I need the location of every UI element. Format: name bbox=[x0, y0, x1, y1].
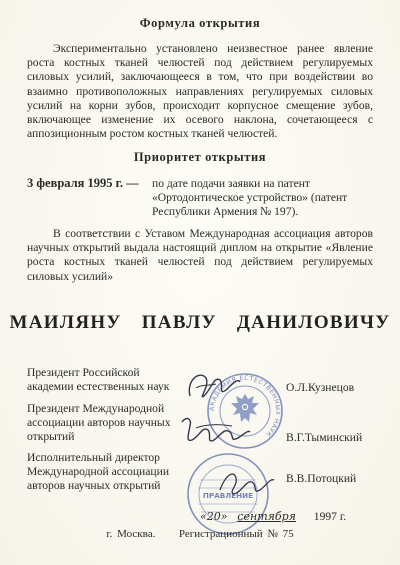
formula-text: Экспериментально установлено неизвестное ранее явление роста костных тканей челюстей под действием регулируемых силовых усилий, заключающееся в том, что при воздействии во взаимно противоположных направлениях регулируемых силовых усилий на корни зубов, происходит корпусное смещение зубов, включающее изменение их осевого наклона, сочетающееся с аппозиционным ростом костных тканей челюстей. bbox=[27, 42, 373, 141]
signature-2-icon bbox=[176, 412, 254, 452]
board-stamp-label: ПРАВЛЕНИЕ bbox=[202, 491, 254, 500]
academy-stamp-ring-text: АКАДЕМИЯ ЕСТЕСТВЕННЫХ НАУК bbox=[208, 374, 282, 439]
award-text: В соответствии с Уставом Международная ассоциация авторов научных открытий выдала настоящий диплом на открытие «Явление роста костных тканей челюстей под действием регулируемых силовых усилий» bbox=[27, 227, 373, 283]
signatory-3-title: Исполнительный директор Международной ассоциации авторов научных открытий bbox=[27, 451, 170, 493]
signature-1-icon bbox=[182, 366, 244, 406]
signature-3-icon bbox=[214, 462, 278, 502]
priority-heading: Приоритет открытия bbox=[133, 150, 267, 164]
signatory-2-name: В.Г.Тыминский bbox=[286, 431, 363, 444]
signatory-3-name: В.В.Потоцкий bbox=[286, 472, 357, 485]
footer-registration: Регистрационный № 75 bbox=[178, 528, 294, 540]
signatory-2-title: Президент Международной ассоциации авторов научных открытий bbox=[27, 402, 171, 444]
issue-date-year: 1997 г. bbox=[313, 510, 347, 523]
signatory-1-title: Президент Российской академии естественных наук bbox=[27, 366, 170, 394]
issue-date-day: «20» bbox=[200, 510, 228, 523]
signatory-1-name: О.Л.Кузнецов bbox=[286, 381, 355, 394]
footer-city: г. Москва. bbox=[106, 528, 156, 540]
recipient-name: МАИЛЯНУ ПАВЛУ ДАНИЛОВИЧУ bbox=[9, 312, 391, 333]
priority-date: 3 февраля 1995 г. — bbox=[27, 176, 139, 190]
footer bbox=[0, 528, 400, 540]
formula-heading: Формула открытия bbox=[139, 16, 261, 30]
issue-date-month: сентября bbox=[237, 510, 296, 523]
priority-text: по дате подачи заявки на патент «Ортодонтическое устройство» (патент Республики Армения № 197). bbox=[152, 177, 348, 219]
issue-date bbox=[200, 510, 346, 523]
